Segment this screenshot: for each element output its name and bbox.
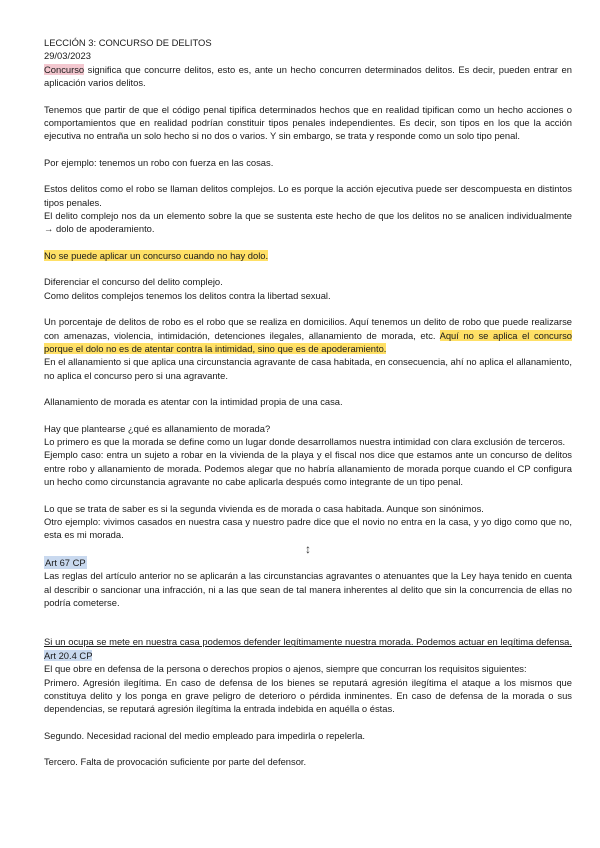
art20-lead: El que obre en defensa de la persona o derechos propios o ajenos, siempre que concurran los requisitos siguientes:: [44, 663, 527, 675]
art20-reference: Art 20.4 CP: [44, 649, 93, 661]
paragraph-libertad-sexual: Como delitos complejos tenemos los delitos contra la libertad sexual.: [44, 289, 331, 301]
art67-text: Las reglas del artículo anterior no se aplicarán a las circunstancias agravantes o atenuantes que la Ley haya tenido en cuenta al describir o sancionar una infracción, ni a las que sean de tal manera inherentes al delito que sin la concurrencia de ellas no podría cometerse.: [44, 570, 572, 608]
paragraph-agravante: En el allanamiento si que aplica una circunstancia agravante de casa habitada, en consecuencia, ahí no aplica el allanamiento, no aplica el concurso pero si una agravante.: [44, 356, 572, 381]
highlight-no-concurso: Aquí no se aplica el concurso porque el dolo no es de atentar contra la intimidad, sino que es de apoderamiento.: [44, 329, 572, 354]
note-no-dolo: [44, 249, 572, 262]
paragraph-pregunta-allanamiento: Hay que plantearse ¿qué es allanamiento de morada?: [44, 422, 271, 434]
paragraph-concurso-text: significa que concurre delitos, esto es, ante un hecho concurren determinados delitos. Es decir, pueden entrar en aplicación varios delitos.: [44, 63, 572, 89]
art67-heading-row: [44, 556, 572, 569]
art20-segundo: Segundo. Necesidad racional del medio empleado para impedirla o repelerla.: [44, 729, 366, 741]
paragraph-morada-def: Lo primero es que la morada se define como un lugar donde desarrollamos nuestra intimidad con clara exclusión de terceros.: [44, 435, 566, 447]
art20-tercero: Tercero. Falta de provocación suficiente por parte del defensor.: [44, 756, 307, 768]
paragraph-delitos-complejos: Estos delitos como el robo se llaman delitos complejos. Lo es porque la acción ejecutiva puede ser descompuesta en distintos tipos penales.: [44, 183, 572, 208]
paragraph-otro-ejemplo: Otro ejemplo: vivimos casados en nuestra casa y nuestro padre dice que el novio no entra en la casa, y yo digo como que no, esta es mi morada.: [44, 515, 572, 541]
paragraph-dolo-apoderamiento: El delito complejo nos da un elemento sobre la que se sustenta este hecho de que los delitos no se analicen individualmente → dolo de apoderamiento.: [44, 210, 572, 235]
paragraph-concurso: [44, 63, 572, 90]
term-concurso: Concurso: [44, 63, 85, 75]
paragraph-ejemplo-robo: Por ejemplo: tenemos un robo con fuerza en las cosas.: [44, 156, 274, 168]
highlight-no-dolo: No se puede aplicar un concurso cuando no hay dolo.: [44, 249, 269, 261]
paragraph-robo-domicilios: [44, 315, 572, 355]
paragraph-diferenciar: Diferenciar el concurso del delito complejo.: [44, 276, 223, 288]
art67-heading: Art 67 CP: [45, 556, 86, 568]
paragraph-ejemplo-caso: Ejemplo caso: entra un sujeto a robar en la vivienda de la playa y el fiscal nos dice que estamos ante un concurso de delitos entre robo y allanamiento de morada. Podemos alegar que no habría allanamiento de morada porque cuando el CP configura un hecho como circunstancia agravante no cabe aplicarla después como integrante de un tipo penal.: [44, 449, 572, 488]
lesson-title: LECCIÓN 3: CONCURSO DE DELITOS: [44, 37, 212, 48]
art20-primero: Primero. Agresión ilegítima. En caso de defensa de los bienes se reputará agresión ilegítima el ataque a los mismos que constituya delito y los ponga en grave peligro de deterioro o pérdida inminentes. En caso de defensa de la morada o sus dependencias, se reputará agresión ilegítima la entrada indebida en aquélla o éstas.: [44, 676, 572, 715]
lesson-date: 29/03/2023: [44, 50, 91, 62]
legitima-defensa-text: Si un ocupa se mete en nuestra casa podemos defender legítimamente nuestra morada. Podemos actuar en legítima defensa.: [44, 636, 572, 648]
up-down-arrow-icon: ↕: [305, 541, 311, 556]
paragraph-codigo-penal: Tenemos que partir de que el código penal tipifica determinados hechos que en realidad tipifican como un hecho acciones o comportamientos que en realidad podrían constituir tipos penales independientes. Es decir, son tipos en los que la acción ejecutiva no entraña un solo hecho si no dos o varios. Y sin embargo, se trata y responde como un solo tipo penal.: [44, 103, 572, 142]
paragraph-segunda-vivienda: Lo que se trata de saber es si la segunda vivienda es de morada o casa habitada. Aunque son sinónimos.: [44, 502, 484, 514]
paragraph-allanamiento-def: Allanamiento de morada es atentar con la intimidad propia de una casa.: [44, 396, 343, 408]
robo-domicilios-text: Un porcentaje de delitos de robo es el robo que se realiza en domicilios. Aquí tenemos un delito de robo que puede realizarse con amenazas, violencia, intimidación, detenciones ilegales, allanamiento de morada, etc.: [44, 316, 572, 341]
paragraph-legitima-defensa: [44, 635, 572, 662]
